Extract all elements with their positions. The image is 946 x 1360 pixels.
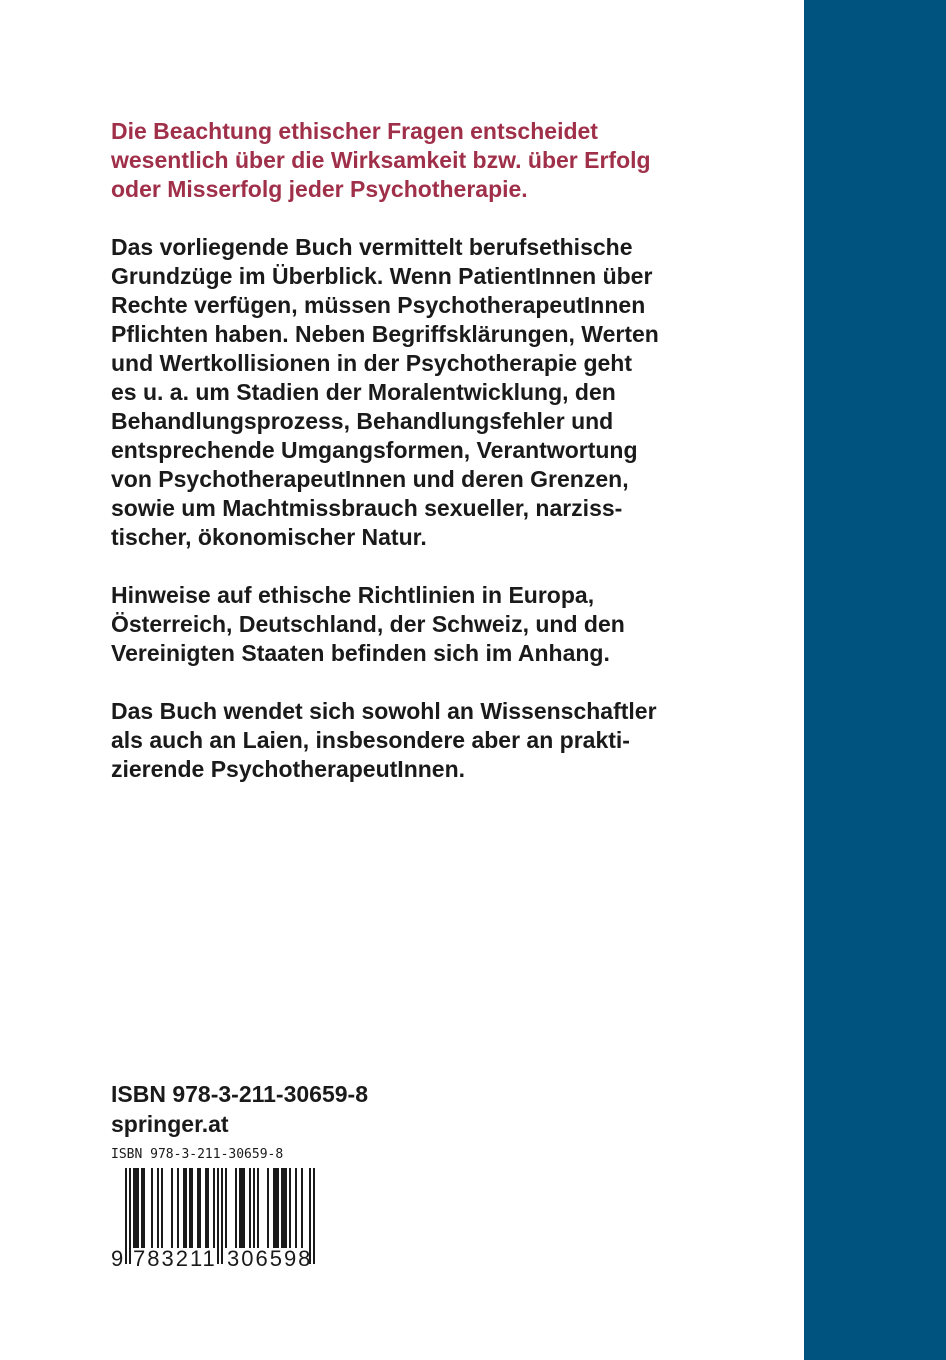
barcode-bar	[189, 1168, 191, 1248]
lead-paragraph	[111, 117, 711, 204]
description-line: entsprechende Umgangsformen, Verantwortung	[111, 437, 638, 463]
barcode-bar	[157, 1168, 159, 1248]
barcode-bar	[161, 1168, 163, 1248]
barcode-bar	[135, 1168, 137, 1248]
description-line: und Wertkollisionen in der Psychotherapie geht	[111, 350, 632, 376]
barcode-bar	[257, 1168, 259, 1248]
barcode-bar	[141, 1168, 143, 1248]
publisher-website: springer.at	[111, 1111, 229, 1137]
barcode-guard-bar	[217, 1168, 219, 1264]
guidelines-line: Vereinigten Staaten befinden sich im Anhang.	[111, 640, 610, 666]
barcode-bar	[225, 1168, 227, 1248]
description-line: Das vorliegende Buch vermittelt berufsethische	[111, 234, 633, 260]
barcode-bar	[285, 1168, 287, 1248]
description-line: von PsychotherapeutInnen und deren Grenzen,	[111, 466, 629, 492]
description-line: sowie um Machtmissbrauch sexueller, narziss-	[111, 495, 623, 521]
description-line: Pflichten haben. Neben Begriffsklärungen, Werten	[111, 321, 659, 347]
back-cover-text	[111, 117, 711, 784]
barcode-digit-group-left: 783211	[133, 1246, 217, 1271]
barcode-bar	[283, 1168, 285, 1248]
barcode-bar	[197, 1168, 199, 1248]
audience-paragraph	[111, 697, 711, 784]
barcode-bar	[171, 1168, 173, 1248]
guidelines-line: Hinweise auf ethische Richtlinien in Europa,	[111, 582, 595, 608]
audience-line: zierende PsychotherapeutInnen.	[111, 756, 466, 782]
barcode-guard-bar	[221, 1168, 223, 1264]
barcode-bar	[205, 1168, 207, 1248]
barcode-bar	[133, 1168, 135, 1248]
lead-line: oder Misserfolg jeder Psychotherapie.	[111, 176, 528, 202]
barcode-bar	[151, 1168, 153, 1248]
barcode-bar	[267, 1168, 269, 1248]
guidelines-paragraph	[111, 581, 711, 668]
barcode-bar	[235, 1168, 237, 1248]
barcode-bar	[191, 1168, 193, 1248]
barcode-bar	[295, 1168, 297, 1248]
barcode	[111, 1147, 341, 1277]
lead-line: wesentlich über die Wirksamkeit bzw. über Erfolg	[111, 147, 651, 173]
barcode-guard-bar	[129, 1168, 131, 1264]
lead-line: Die Beachtung ethischer Fragen entscheidet	[111, 118, 598, 144]
isbn-block	[111, 1079, 368, 1139]
description-line: es u. a. um Stadien der Moralentwicklung, den	[111, 379, 616, 405]
description-line: Rechte verfügen, müssen PsychotherapeutInnen	[111, 292, 646, 318]
barcode-guard-bar	[313, 1168, 315, 1264]
barcode-bar	[177, 1168, 179, 1248]
barcode-bar	[143, 1168, 145, 1248]
barcode-bar	[137, 1168, 139, 1248]
barcode-bar	[249, 1168, 251, 1248]
barcode-bar	[281, 1168, 283, 1248]
barcode-bar	[239, 1168, 241, 1248]
barcode-digit-group-right: 306598	[227, 1246, 313, 1271]
barcode-bar	[253, 1168, 255, 1248]
spine-band	[804, 0, 946, 1360]
description-line: tischer, ökonomischer Natur.	[111, 524, 427, 550]
isbn-text: ISBN 978-3-211-30659-8	[111, 1081, 368, 1107]
barcode-bar	[185, 1168, 187, 1248]
barcode-bar	[199, 1168, 201, 1248]
barcode-isbn-text: ISBN 978-3-211-30659-8	[111, 1147, 284, 1162]
guidelines-line: Österreich, Deutschland, der Schweiz, und den	[111, 611, 625, 637]
description-line: Behandlungsprozess, Behandlungsfehler und	[111, 408, 614, 434]
barcode-bar	[275, 1168, 277, 1248]
barcode-digit-first: 9	[111, 1246, 124, 1271]
barcode-bar	[273, 1168, 275, 1248]
barcode-bar	[289, 1168, 291, 1248]
barcode-bar	[243, 1168, 245, 1248]
audience-line: als auch an Laien, insbesondere aber an prakti-	[111, 727, 630, 753]
barcode-bar	[207, 1168, 209, 1248]
barcode-bar	[301, 1168, 303, 1248]
description-line: Grundzüge im Überblick. Wenn PatientInnen über	[111, 263, 653, 289]
barcode-bar	[213, 1168, 215, 1248]
barcode-bar	[277, 1168, 279, 1248]
barcode-bar	[183, 1168, 185, 1248]
barcode-bar	[241, 1168, 243, 1248]
audience-line: Das Buch wendet sich sowohl an Wissenschaftler	[111, 698, 657, 724]
description-paragraph	[111, 233, 711, 552]
barcode-guard-bar	[125, 1168, 127, 1264]
